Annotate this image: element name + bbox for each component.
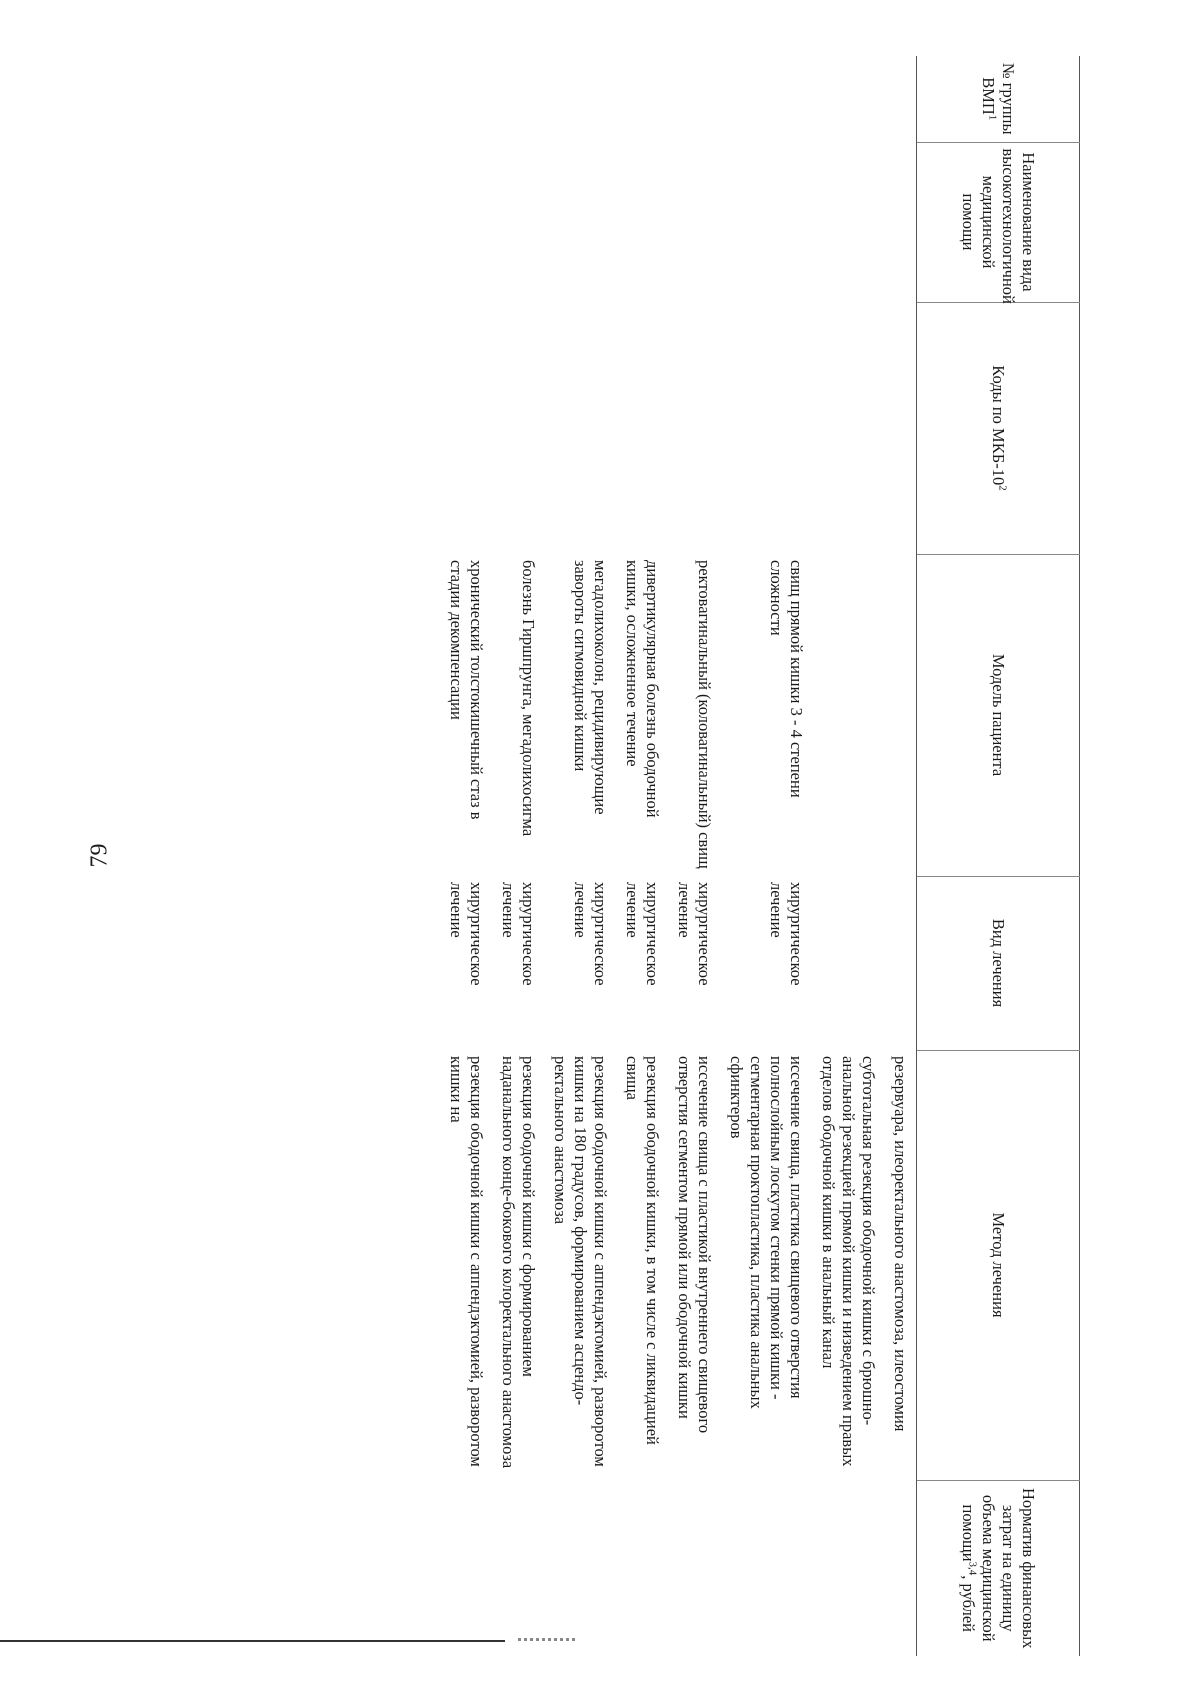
patient-model-cell: мегадолихоколон, рецидивирующие завороты сигмовидной кишки	[571, 560, 610, 815]
treatment-method-cell: субтотальная резекция ободочной кишки с брюшно-анальной резекцией прямой кишки и низведением правых отделов ободочной кишки в анальный канал	[819, 1056, 878, 1467]
table-header-row	[917, 56, 1080, 1656]
table-row	[720, 56, 812, 1656]
treatment-method-cell: иссечение свища с пластикой внутреннего свищевого отверстия сегментом прямой или ободочной кишки	[675, 1056, 714, 1434]
header-treatment-type: Вид лечения	[917, 876, 1080, 1050]
vmp-table	[440, 56, 1080, 1656]
scan-mark	[518, 1638, 576, 1641]
treatment-method-cell: иссечение свища, пластика свищевого отверстия полнослойным лоскутом стенки прямой кишки - сегментарная проктопластика, пластика анальных сфинктеров	[727, 1056, 806, 1409]
treatment-type-cell: хирургическое лечение	[447, 882, 486, 986]
table-row	[492, 56, 544, 1656]
header-patient-model: Модель пациента	[917, 554, 1080, 876]
footer-rule	[0, 1640, 505, 1642]
patient-model-cell	[812, 554, 884, 876]
table-row	[544, 56, 616, 1656]
treatment-method-cell: резервуара, илеоректального анастомоза, илеостомия	[891, 1056, 910, 1432]
treatment-type-cell: хирургическое лечение	[623, 882, 662, 986]
treatment-method-cell: резекция ободочной кишки с аппендэктомией, разворотом кишки на	[447, 1056, 486, 1467]
table-row	[668, 56, 720, 1656]
treatment-type-cell	[812, 876, 884, 1050]
patient-model-cell: дивертикулярная болезнь ободочной кишки, осложненное течение	[623, 560, 662, 818]
patient-model-cell: свищ прямой кишки 3 - 4 степени сложности	[767, 560, 806, 798]
table-row	[884, 56, 917, 1656]
header-icd-codes: Коды по МКБ-$10^2$	[917, 302, 1080, 554]
treatment-method-cell: резекция ободочной кишки с формированием наданального конце-бокового колоректального анастомоза	[499, 1056, 538, 1469]
patient-model-cell: ректовагинальный (коловагинальный) свищ	[695, 560, 714, 869]
header-treatment-method: Метод лечения	[917, 1050, 1080, 1480]
table-row	[616, 56, 668, 1656]
table-row	[812, 56, 884, 1656]
treatment-method-cell: резекция ободочной кишки, в том числе с ликвидацией свища	[623, 1056, 662, 1445]
patient-model-cell: хронический толстокишечный стаз в стадии декомпенсации	[447, 560, 486, 820]
treatment-type-cell: хирургическое лечение	[571, 882, 610, 986]
patient-model-cell	[884, 554, 917, 876]
treatment-type-cell: хирургическое лечение	[767, 882, 806, 986]
header-vmp-name: Наименование вида высокотехнологичной медицинской помощи	[917, 142, 1080, 302]
table-row	[440, 56, 492, 1656]
treatment-type-cell: хирургическое лечение	[675, 882, 714, 986]
header-group-number: № группы ВМП$^1$	[917, 56, 1080, 142]
treatment-type-cell	[884, 876, 917, 1050]
patient-model-cell: болезнь Гиршпрунга, мегадолихосигма	[519, 560, 538, 837]
treatment-type-cell: хирургическое лечение	[499, 882, 538, 986]
treatment-method-cell: резекция ободочной кишки с аппендэктомией, разворотом кишки на 180 градусов, формированием асцендо-ректального анастомоза	[551, 1056, 610, 1467]
header-cost-norm: Норматив финансовых затрат на единицу объема медицинской помощи$^{3,4}$, рублей	[917, 1480, 1080, 1656]
table-container	[150, 56, 1080, 1666]
page-number: 79	[86, 843, 113, 868]
